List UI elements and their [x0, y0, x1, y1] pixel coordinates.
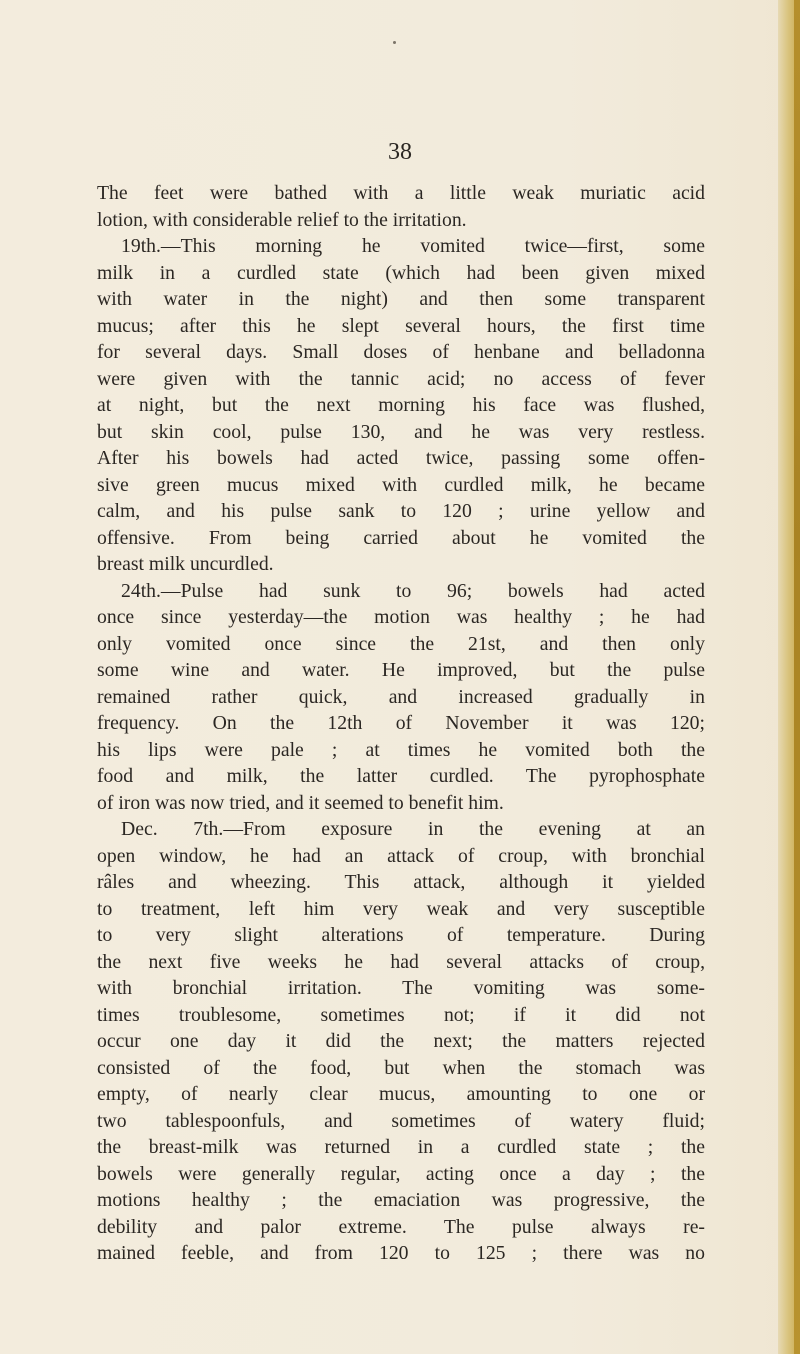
text-line: milk in a curdled state (which had been given mixed: [97, 261, 705, 284]
text-line: occur one day it did the next; the matters rejected: [97, 1030, 705, 1052]
text-line: empty, of nearly clear mucus, amounting to one or: [97, 1083, 705, 1105]
text-line: mucus; after this he slept several hours, the first time: [97, 314, 705, 337]
text-line: were given with the tannic acid; no access of fever: [97, 367, 705, 390]
text-line: 19th.—This morning he vomited twice—first, some: [121, 235, 705, 257]
text-line: bowels were generally regular, acting once a day ; the: [97, 1162, 705, 1185]
text-line: calm, and his pulse sank to 120 ; urine yellow and: [97, 500, 705, 522]
text-line: breast milk uncurdled.: [97, 553, 274, 575]
text-line: two tablespoonfuls, and sometimes of watery fluid;: [97, 1109, 705, 1132]
text-line: mained feeble, and from 120 to 125 ; there was no: [97, 1242, 705, 1264]
text-line: râles and wheezing. This attack, although it yielded: [97, 871, 705, 893]
text-line: The feet were bathed with a little weak muriatic acid: [97, 182, 705, 204]
text-line: the breast-milk was returned in a curdled state ; the: [97, 1136, 705, 1158]
text-line: 24th.—Pulse had sunk to 96; bowels had acted: [121, 579, 705, 602]
text-line: only vomited once since the 21st, and then only: [97, 632, 705, 655]
text-line: some wine and water. He improved, but the pulse: [97, 659, 705, 681]
text-line: once since yesterday—the motion was healthy ; he had: [97, 606, 705, 628]
text-line: consisted of the food, but when the stomach was: [97, 1056, 705, 1079]
text-line: lotion, with considerable relief to the irritation.: [97, 208, 467, 231]
text-line: for several days. Small doses of henbane and belladonna: [97, 341, 705, 363]
text-line: of iron was now tried, and it seemed to benefit him.: [97, 791, 504, 814]
text-line: remained rather quick, and increased gradually in: [97, 685, 705, 708]
text-line: with water in the night) and then some transparent: [97, 288, 705, 310]
text-line: Dec. 7th.—From exposure in the evening at an: [121, 818, 705, 840]
text-line: to very slight alterations of temperature. During: [97, 924, 705, 946]
text-line: food and milk, the latter curdled. The pyrophosphate: [97, 765, 705, 787]
text-line: frequency. On the 12th of November it was 120;: [97, 712, 705, 734]
text-line: open window, he had an attack of croup, with bronchial: [97, 844, 705, 867]
page-edge-binding: [794, 0, 800, 1354]
text-line: offensive. From being carried about he vomited the: [97, 526, 705, 549]
text-line: the next five weeks he had several attacks of croup,: [97, 950, 705, 973]
body-text: [97, 180, 705, 1267]
text-line: his lips were pale ; at times he vomited both the: [97, 738, 705, 761]
text-line: at night, but the next morning his face was flushed,: [97, 394, 705, 416]
text-line: After his bowels had acted twice, passing some offen-: [97, 447, 705, 469]
text-line: with bronchial irritation. The vomiting was some-: [97, 977, 705, 999]
page-number: 38: [388, 139, 412, 165]
text-line: to treatment, left him very weak and very susceptible: [97, 897, 705, 920]
speck-mark: [393, 41, 396, 44]
text-line: times troublesome, sometimes not; if it did not: [97, 1003, 705, 1026]
text-line: motions healthy ; the emaciation was progressive, the: [97, 1189, 705, 1211]
text-line: but skin cool, pulse 130, and he was very restless.: [97, 420, 705, 443]
text-line: debility and palor extreme. The pulse always re-: [97, 1215, 705, 1238]
text-line: sive green mucus mixed with curdled milk, he became: [97, 473, 705, 496]
